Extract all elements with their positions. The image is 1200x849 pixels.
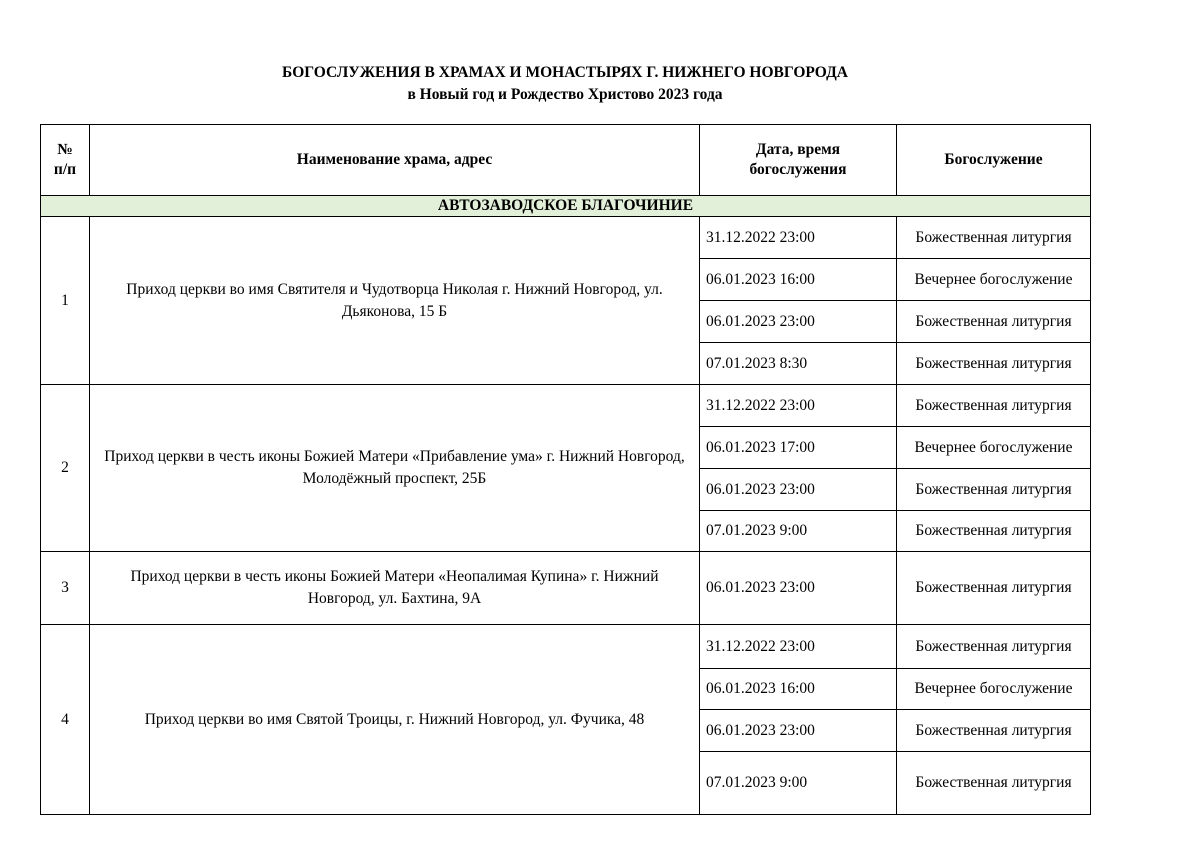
service-datetime: 31.12.2022 23:00 <box>700 217 897 259</box>
church-name: Приход церкви в честь иконы Божией Матери «Неопалимая Купина» г. Нижний Новгород, ул. Бахтина, 9А <box>90 552 700 625</box>
service-datetime: 31.12.2022 23:00 <box>700 385 897 427</box>
table-row <box>41 217 1091 259</box>
document-title: БОГОСЛУЖЕНИЯ В ХРАМАХ И МОНАСТЫРЯХ Г. НИЖНЕГО НОВГОРОДА <box>282 64 848 81</box>
service-datetime: 07.01.2023 9:00 <box>700 511 897 552</box>
row-number: 4 <box>41 625 90 815</box>
service-datetime: 06.01.2023 16:00 <box>700 669 897 710</box>
service-datetime: 06.01.2023 16:00 <box>700 259 897 301</box>
service-type: Вечернее богослужение <box>897 427 1091 469</box>
service-type: Божественная литургия <box>897 385 1091 427</box>
service-type: Божественная литургия <box>897 217 1091 259</box>
header-church-name: Наименование храма, адрес <box>90 125 700 196</box>
header-number: № п/п <box>41 125 90 196</box>
church-name: Приход церкви во имя Святой Троицы, г. Нижний Новгород, ул. Фучика, 48 <box>90 625 700 815</box>
service-datetime: 07.01.2023 9:00 <box>700 752 897 815</box>
schedule-table <box>40 124 1091 815</box>
table-row <box>41 552 1091 625</box>
church-name: Приход церкви во имя Святителя и Чудотворца Николая г. Нижний Новгород, ул. Дьяконова, 15 Б <box>90 217 700 385</box>
service-datetime: 06.01.2023 17:00 <box>700 427 897 469</box>
table-row <box>41 625 1091 669</box>
table-row <box>41 385 1091 427</box>
service-type: Божественная литургия <box>897 343 1091 385</box>
church-name: Приход церкви в честь иконы Божией Матери «Прибавление ума» г. Нижний Новгород, Молодёжный проспект, 25Б <box>90 385 700 552</box>
header-service: Богослужение <box>897 125 1091 196</box>
service-type: Божественная литургия <box>897 469 1091 511</box>
service-type: Божественная литургия <box>897 625 1091 669</box>
service-datetime: 06.01.2023 23:00 <box>700 301 897 343</box>
row-number: 1 <box>41 217 90 385</box>
row-number: 2 <box>41 385 90 552</box>
service-type: Божественная литургия <box>897 301 1091 343</box>
service-type: Божественная литургия <box>897 511 1091 552</box>
service-type: Вечернее богослужение <box>897 259 1091 301</box>
section-row <box>41 196 1091 217</box>
service-datetime: 31.12.2022 23:00 <box>700 625 897 669</box>
service-datetime: 06.01.2023 23:00 <box>700 469 897 511</box>
row-number: 3 <box>41 552 90 625</box>
service-type: Божественная литургия <box>897 752 1091 815</box>
service-datetime: 07.01.2023 8:30 <box>700 343 897 385</box>
section-title: АВТОЗАВОДСКОЕ БЛАГОЧИНИЕ <box>41 196 1091 217</box>
document-subtitle: в Новый год и Рождество Христово 2023 года <box>407 86 723 103</box>
header-datetime: Дата, время богослужения <box>700 125 897 196</box>
service-type: Божественная литургия <box>897 710 1091 752</box>
table-header-row <box>41 125 1091 196</box>
service-type: Божественная литургия <box>897 552 1091 625</box>
service-datetime: 06.01.2023 23:00 <box>700 710 897 752</box>
service-type: Вечернее богослужение <box>897 669 1091 710</box>
service-datetime: 06.01.2023 23:00 <box>700 552 897 625</box>
